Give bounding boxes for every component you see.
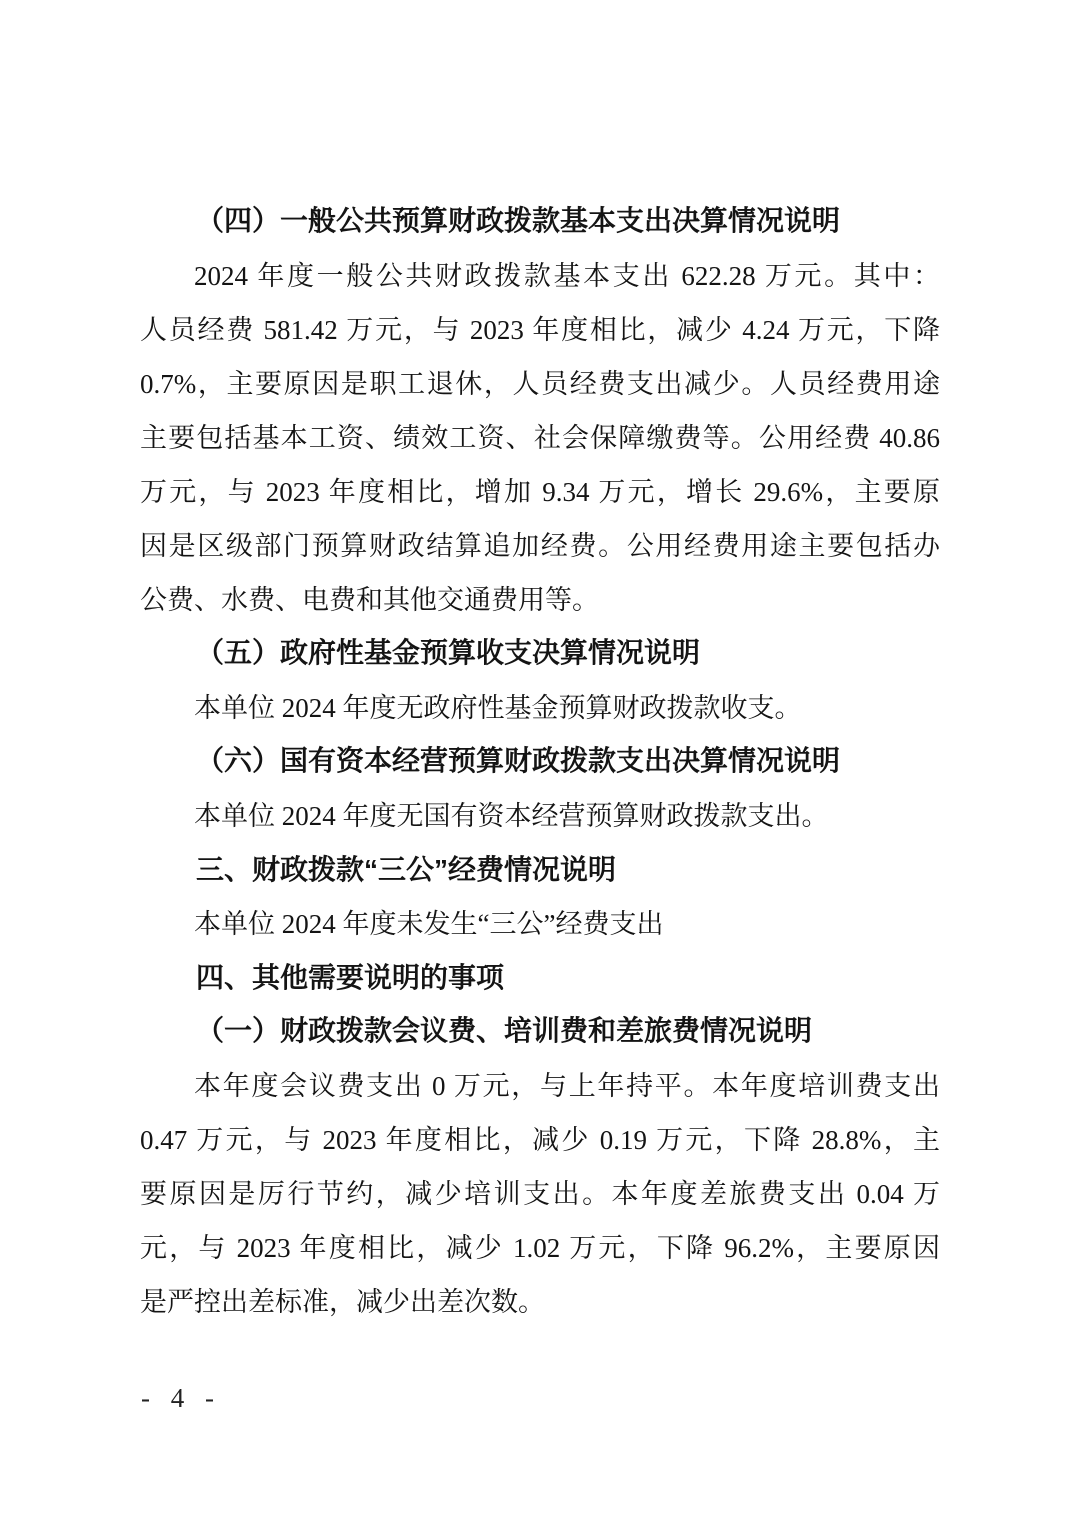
paragraph — [140, 789, 940, 843]
paragraph-line: 公费、水费、电费和其他交通费用等。 — [140, 585, 599, 615]
paragraph-line: 元，与 2023 年度相比，减少 1.02 万元，下降 96.2%，主要原因 — [140, 1233, 940, 1263]
paragraph-line: 因是区级部门预算财政结算追加经费。公用经费用途主要包括办 — [140, 531, 940, 561]
paragraph-line: 0.47 万元，与 2023 年度相比，减少 0.19 万元，下降 28.8%，主 — [140, 1125, 940, 1155]
paragraph-line: 万元，与 2023 年度相比，增加 9.34 万元，增长 29.6%，主要原 — [140, 477, 940, 507]
paragraph-line: 本年度会议费支出 0 万元，与上年持平。本年度培训费支出 — [194, 1071, 940, 1101]
section-subheading: （四）一般公共预算财政拨款基本支出决算情况说明 — [196, 206, 841, 237]
section-subheading: （一）财政拨款会议费、培训费和差旅费情况说明 — [196, 1016, 813, 1047]
paragraph — [140, 897, 940, 951]
document-body — [140, 195, 940, 1329]
paragraph-line: 本单位 2024 年度无国有资本经营预算财政拨款支出。 — [194, 801, 829, 831]
section-subheading: （六）国有资本经营预算财政拨款支出决算情况说明 — [196, 746, 841, 777]
paragraph-line: 要原因是厉行节约，减少培训支出。本年度差旅费支出 0.04 万 — [140, 1179, 940, 1209]
paragraph-line: 2024 年度一般公共财政拨款基本支出 622.28 万元。其中： — [194, 261, 940, 291]
paragraph-line: 本单位 2024 年度无政府性基金预算财政拨款收支。 — [194, 693, 802, 723]
section-heading: 四、其他需要说明的事项 — [196, 962, 505, 993]
paragraph-line: 主要包括基本工资、绩效工资、社会保障缴费等。公用经费 40.86 — [140, 423, 940, 453]
paragraph — [140, 1059, 940, 1329]
paragraph-line: 本单位 2024 年度未发生“三公”经费支出 — [194, 909, 664, 939]
page-number: - 4 - — [141, 1383, 221, 1413]
paragraph-line: 0.7%，主要原因是职工退休，人员经费支出减少。人员经费用途 — [140, 369, 940, 399]
section-heading: 三、财政拨款“三公”经费情况说明 — [196, 854, 617, 885]
paragraph-line: 人员经费 581.42 万元，与 2023 年度相比，减少 4.24 万元，下降 — [140, 315, 940, 345]
paragraph — [140, 681, 940, 735]
section-subheading: （五）政府性基金预算收支决算情况说明 — [196, 638, 701, 669]
paragraph-line: 是严控出差标准，减少出差次数。 — [140, 1287, 545, 1317]
paragraph — [140, 249, 940, 627]
